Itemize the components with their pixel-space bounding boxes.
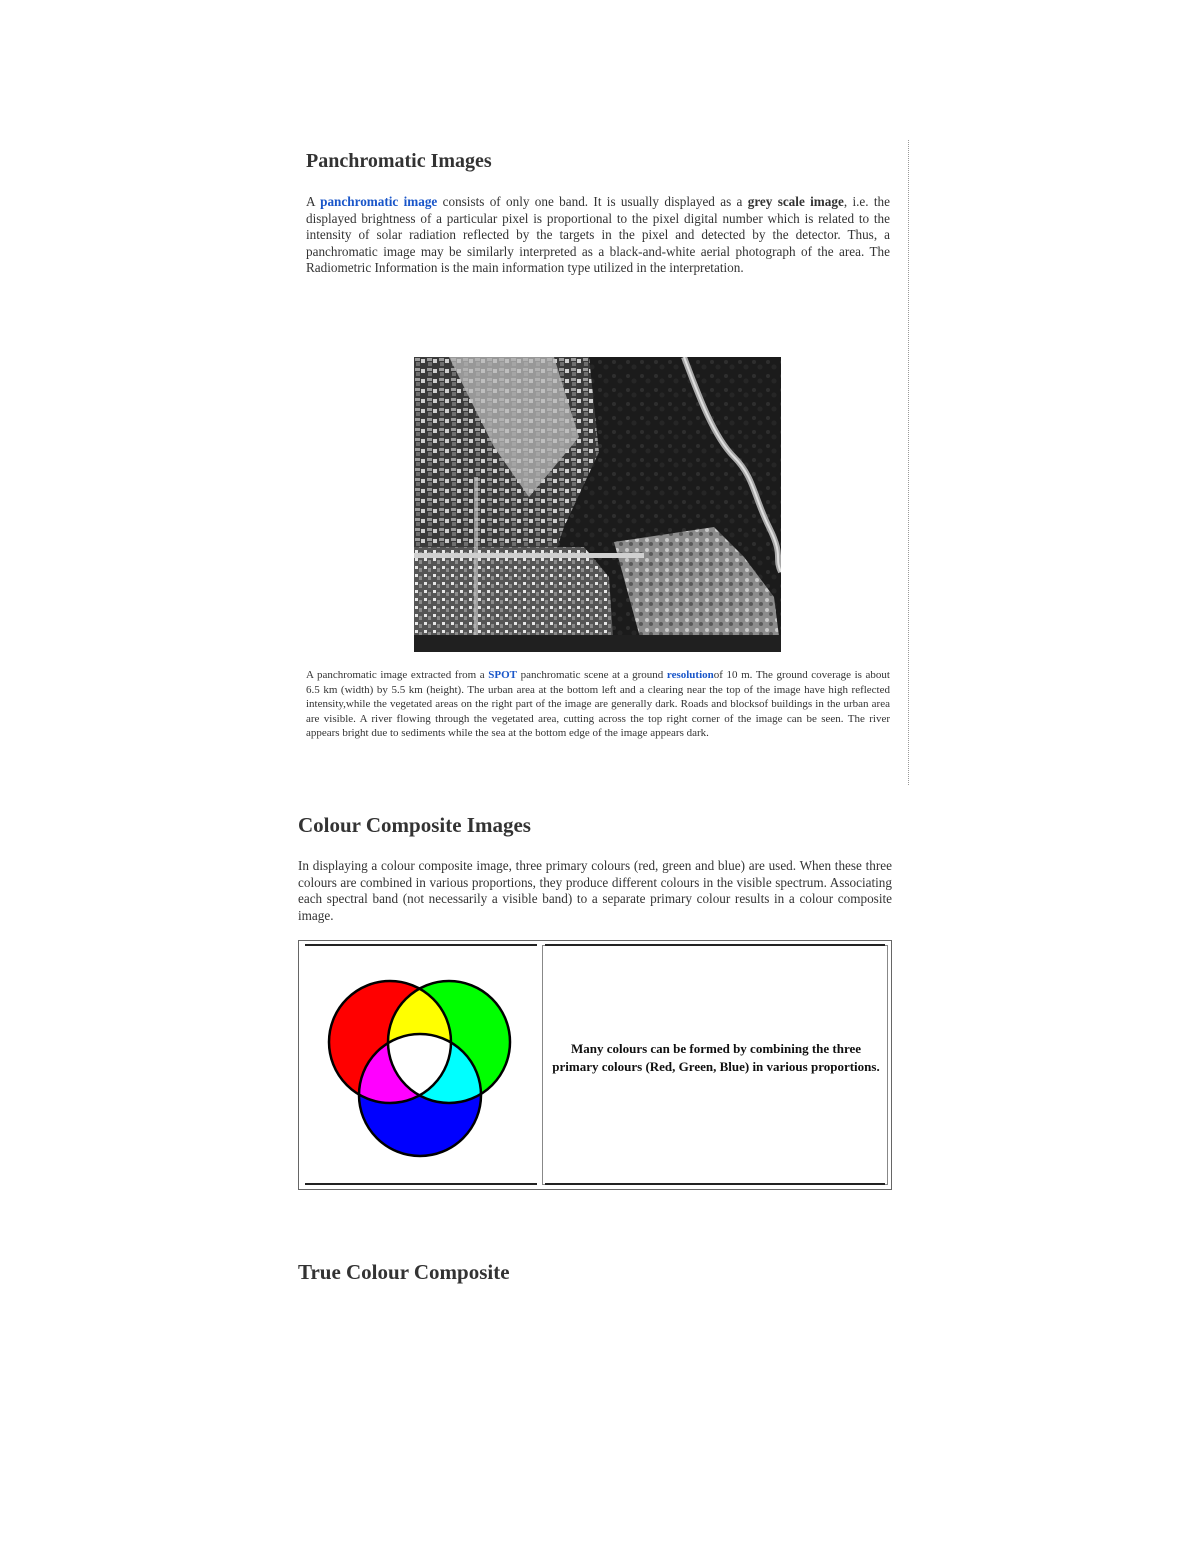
heading-panchromatic-images: Panchromatic Images — [306, 150, 492, 172]
table-rule-bottom-left — [305, 1183, 537, 1185]
bold-grey-scale-image: grey scale image — [747, 194, 844, 209]
page-divider-dotted — [908, 140, 909, 785]
link-panchromatic-image[interactable]: panchromatic image — [320, 194, 438, 209]
link-spot[interactable]: SPOT — [488, 669, 517, 681]
rgb-venn-diagram — [318, 968, 518, 1164]
panchromatic-satellite-image — [414, 357, 781, 652]
venn-description: Many colours can be formed by combining the three primary colours (Red, Green, Blue) in various proportions. — [552, 1041, 880, 1074]
colour-composite-paragraph: In displaying a colour composite image, three primary colours (red, green and blue) are used. When these three colours are combined in various proportions, they produce different colours in the visible spectrum. Associating each spectral band (not necessarily a visible band) to a separate primary colour results in a colour composite image. — [298, 858, 892, 923]
heading-true-colour-composite: True Colour Composite — [298, 1260, 510, 1284]
panchromatic-paragraph: A panchromatic image consists of only one band. It is usually displayed as a grey scale image, i.e. the displayed brightness of a particular pixel is proportional to the pixel digital number which is related to the intensity of solar radiation reflected by the targets in the pixel and detected by the detector. Thus, a panchromatic image may be similarly interpreted as a black-and-white aerial photograph of the area. The Radiometric Information is the main information type utilized in the interpretation. — [306, 194, 890, 276]
satellite-image-caption: A panchromatic image extracted from a SPOT panchromatic scene at a ground resolutionof 10 m. The ground coverage is about 6.5 km (width) by 5.5 km (height). The urban area at the bottom left and a clearing near the top of the image have high reflected intensity,while the vegetated areas on the right part of the image are generally dark. Roads and blocksof buildings in the urban area are visible. A river flowing through the vegetated area, cutting across the top right corner of the image can be seen. The river appears bright due to sediments while the sea at the bottom edge of the image appears dark. — [306, 669, 890, 740]
table-rule-top-right — [545, 944, 885, 946]
heading-colour-composite-images: Colour Composite Images — [298, 813, 531, 837]
link-resolution[interactable]: resolution — [666, 669, 714, 681]
table-rule-bottom-right — [545, 1183, 885, 1185]
table-rule-top-left — [305, 944, 537, 946]
